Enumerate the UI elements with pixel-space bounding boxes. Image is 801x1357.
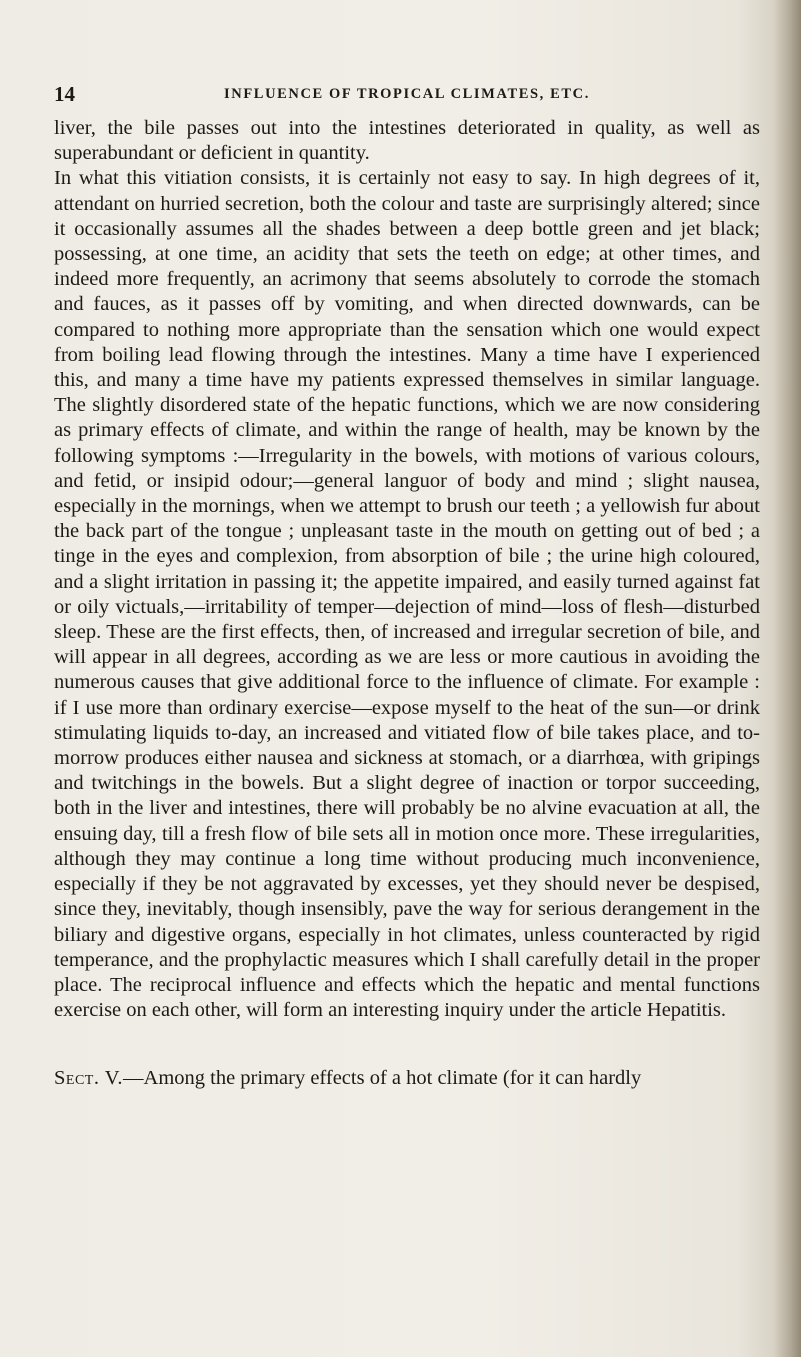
section-label: Sect. V.	[54, 1067, 124, 1089]
section-v-start	[54, 1066, 774, 1091]
page-number: 14	[54, 82, 75, 106]
page-edge-shadow	[773, 0, 801, 1357]
paragraph-vitiation: In what this vitiation consists, it is certainly not easy to say. In high degrees of it, attendant on hurried secretion, both the colour and taste are surprisingly altered; since it occasionally assumes all the shades between a deep bottle green and jet black; possessing, at one time, an acidity that sets the teeth on edge; at other times, and indeed more frequently, an acrimony that seems absolutely to corrode the stomach and fauces, as it passes off by vomiting, and when directed downwards, can be compared to nothing more appropriate than the sensation which one would expect from boiling lead flowing through the intestines. Many a time have I experienced this, and many a time have my patients expressed themselves in similar language. The slightly disordered state of the hepatic functions, which we are now considering as primary effects of climate, and within the range of health, may be known by the following symptoms :—Irregularity in the bowels, with motions of various colours, and fetid, or insipid odour;—general languor of body and mind ; slight nausea, especially in the mornings, when we attempt to brush our teeth ; a yellowish fur about the back part of the tongue ; unpleasant taste in the mouth on getting out of bed ; a tinge in the eyes and complexion, from absorption of bile ; the urine high coloured, and a slight irritation in passing it; the appetite impaired, and easily turned against fat or oily victuals,—irritability of temper—dejection of mind—loss of flesh—disturbed sleep. These are the first effects, then, of increased and irregular secretion of bile, and will appear in all degrees, according as we are less or more cautious in avoiding the numerous causes that give additional force to the influence of climate. For example : if I use more than ordinary exercise—expose myself to the heat of the sun—or drink stimulating liquids to-day, an increased and vitiated flow of bile takes place, and to-morrow produces either nausea and sickness at stomach, or a diarrhœa, with gripings and twitchings in the bowels. But a slight degree of inaction or torpor succeeding, both in the liver and intestines, there will probably be no alvine evacuation at all, the ensuing day, till a fresh flow of bile sets all in motion once more. These irregularities, although they may continue a long time without producing much inconvenience, especially if they be not aggravated by excesses, yet they should never be despised, since they, inevitably, though insensibly, pave the way for serious derangement in the biliary and digestive organs, especially in hot climates, unless counteracted by rigid temperance, and the prophylactic measures which I shall carefully detail in the proper place. The reciprocal influence and effects which the hepatic and mental functions exercise on each other, will form an interesting inquiry under the article Hepatitis.	[54, 167, 760, 1022]
section-text: —Among the primary effects of a hot climate (for it can hardly	[123, 1067, 642, 1089]
body-text	[54, 116, 760, 1023]
page-header	[54, 82, 760, 106]
running-head: INFLUENCE OF TROPICAL CLIMATES, ETC.	[224, 86, 590, 102]
paragraph-continuation: liver, the bile passes out into the intestines deteriorated in quality, as well as superabundant or deficient in quantity.	[54, 117, 760, 165]
